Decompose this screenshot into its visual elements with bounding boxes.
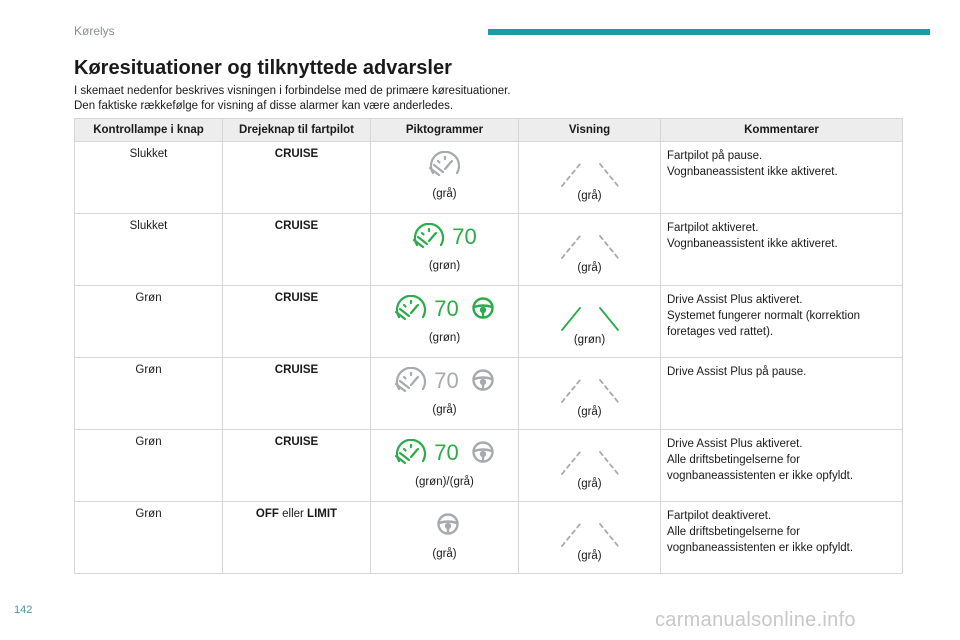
knob-position: OFF [255,508,279,520]
display-cell [519,214,661,286]
display-caption: (grå) [577,190,602,202]
column-header: Kommentarer [661,119,903,142]
comment-line: Vognbaneassistent ikke aktiveret. [667,166,838,178]
knob-position: CRUISE [274,364,319,376]
lamp-state-cell: Slukket [75,142,223,214]
knob-position-cell [223,214,371,286]
comment-cell [661,286,903,358]
table-row [75,142,903,214]
table-header-row [75,119,903,142]
table-row [75,358,903,430]
cruise-control-icon [394,439,428,468]
pictogram-caption: (grøn)/(grå) [415,476,474,488]
display-cell [519,502,661,574]
lane-lines-icon [554,154,626,188]
lane-lines-icon [554,514,626,548]
comment-line: Drive Assist Plus på pause. [667,366,807,378]
steering-wheel-icon [471,368,495,395]
watermark: carmanualsonline.info [655,609,856,631]
pictogram-caption: (grøn) [428,332,461,344]
comment-cell [661,358,903,430]
knob-position: CRUISE [274,436,319,448]
knob-position: CRUISE [274,292,319,304]
lane-lines-icon [554,442,626,476]
cruise-control-icon [412,223,446,252]
display-cell [519,430,661,502]
column-header: Kontrollampe i knap [75,119,223,142]
comment-line: Vognbaneassistent ikke aktiveret. [667,238,838,250]
pictogram-caption: (grå) [432,548,457,560]
column-header: Piktogrammer [371,119,519,142]
cruise-control-icon [394,367,428,396]
display-cell [519,358,661,430]
display-cell [519,142,661,214]
comment-line: Fartpilot deaktiveret. [667,510,772,522]
comment-line: Drive Assist Plus aktiveret. [667,294,803,306]
lamp-state-cell: Grøn [75,358,223,430]
comment-line: Alle driftsbetingelserne for [667,526,800,538]
comment-cell [661,502,903,574]
lamp-state-cell: Grøn [75,430,223,502]
comment-cell [661,142,903,214]
comment-line: Systemet fungerer normalt (korrektion [667,310,861,322]
pictogram-caption: (grå) [432,188,457,200]
pictogram-cell [371,358,519,430]
steering-wheel-icon [471,440,495,467]
comment-line: Fartpilot på pause. [667,150,763,162]
pictogram-cell [371,430,519,502]
pictogram-cell [371,142,519,214]
comment-line: Fartpilot aktiveret. [667,222,759,234]
cruise-control-icon [428,151,462,180]
comment-line: Alle driftsbetingelserne for [667,454,800,466]
display-caption: (grøn) [573,334,606,346]
knob-position: CRUISE [274,148,319,160]
situations-table [74,118,903,574]
comment-cell [661,214,903,286]
display-caption: (grå) [577,406,602,418]
table-body [75,142,903,574]
knob-connector: eller [278,508,308,520]
page-number: 142 [14,604,33,616]
steering-wheel-icon [436,512,460,539]
comment-line: vognbaneassistenten er ikke opfyldt. [667,542,854,554]
pictogram-caption: (grøn) [428,260,461,272]
pictogram-caption: (grå) [432,404,457,416]
column-header: Drejeknap til fartpilot [223,119,371,142]
pictogram-cell [371,286,519,358]
display-caption: (grå) [577,262,602,274]
section-label: Kørelys [74,24,115,38]
set-speed: 70 [434,368,459,393]
page-title: Køresituationer og tilknyttede advarsler [74,57,452,79]
pictogram-cell [371,502,519,574]
lamp-state-cell: Slukket [75,214,223,286]
header-accent-bar [488,29,930,35]
pictogram-cell [371,214,519,286]
knob-position-cell [223,142,371,214]
table-row [75,430,903,502]
knob-position-alt: LIMIT [307,508,338,520]
set-speed: 70 [452,224,477,249]
knob-position-cell [223,358,371,430]
comment-line: Drive Assist Plus aktiveret. [667,438,803,450]
knob-position-cell [223,430,371,502]
display-cell [519,286,661,358]
comment-cell [661,430,903,502]
lane-lines-icon [554,298,626,332]
intro-line: Den faktiske rækkefølge for visning af disse alarmer kan være anderledes. [74,100,454,112]
intro-text [74,84,894,114]
lane-lines-icon [554,370,626,404]
knob-position-cell [223,502,371,574]
comment-line: vognbaneassistenten er ikke opfyldt. [667,470,854,482]
table-row [75,286,903,358]
table-row [75,214,903,286]
knob-position-cell [223,286,371,358]
lane-lines-icon [554,226,626,260]
display-caption: (grå) [577,550,602,562]
cruise-control-icon [394,295,428,324]
display-caption: (grå) [577,478,602,490]
steering-wheel-icon [471,296,495,323]
knob-position: CRUISE [274,220,319,232]
column-header: Visning [519,119,661,142]
comment-line: foretages ved rattet). [667,326,774,338]
lamp-state-cell: Grøn [75,286,223,358]
set-speed: 70 [434,296,459,321]
set-speed: 70 [434,440,459,465]
table-row [75,502,903,574]
intro-line: I skemaet nedenfor beskrives visningen i forbindelse med de primære køresituationer. [74,85,511,97]
lamp-state-cell: Grøn [75,502,223,574]
